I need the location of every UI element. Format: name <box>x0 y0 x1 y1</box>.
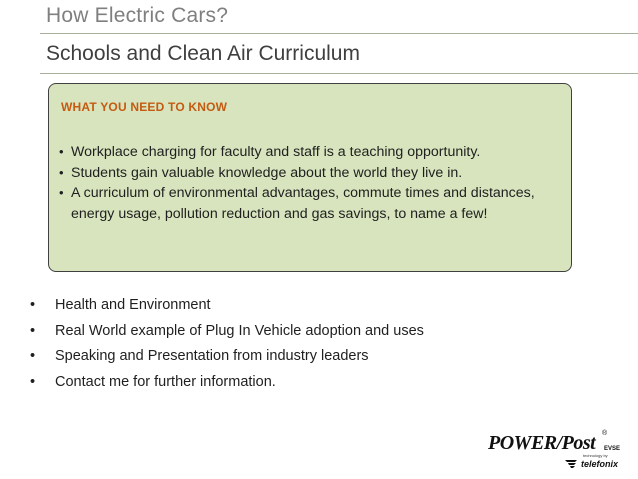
list-item <box>30 370 590 396</box>
logo-brand: telefonix <box>581 459 619 469</box>
callout-bullet-text: A curriculum of environmental advantages, commute times and distances, energy usage, pollution reduction and gas savings, to name a few! <box>71 185 535 222</box>
callout-bullet <box>59 142 559 163</box>
callout-heading: WHAT YOU NEED TO KNOW <box>61 100 228 114</box>
list-item <box>30 319 590 345</box>
subtitle-divider <box>40 73 638 74</box>
bullet-icon: • <box>30 348 36 364</box>
bullet-icon: • <box>59 185 64 200</box>
bullet-icon: • <box>59 144 64 159</box>
callout-bullet-text: Workplace charging for faculty and staff is a teaching opportunity. <box>71 144 481 160</box>
list-item <box>30 344 590 370</box>
list-item-text: Health and Environment <box>55 297 211 313</box>
bullet-icon: • <box>30 322 36 339</box>
callout-bullet-text: Students gain valuable knowledge about the world they live in. <box>71 164 463 181</box>
logo-suffix: EVSE <box>604 446 621 452</box>
callout-bullet <box>59 183 559 224</box>
powerpost-logo <box>488 432 628 474</box>
logo-wordmark: POWER/Post <box>488 432 596 454</box>
slide-subtitle: Schools and Clean Air Curriculum <box>46 42 360 65</box>
slide-title: How Electric Cars? <box>46 4 229 27</box>
telefonix-emblem-icon <box>564 459 578 469</box>
bullet-icon: • <box>30 297 36 313</box>
callout-list <box>59 142 559 224</box>
title-divider <box>40 33 638 34</box>
list-item <box>30 293 590 319</box>
list-item-text: Speaking and Presentation from industry leaders <box>55 348 369 364</box>
main-bullet-list <box>30 293 590 395</box>
bullet-icon: • <box>30 373 36 390</box>
list-item-text: Real World example of Plug In Vehicle adoption and uses <box>55 322 424 339</box>
logo-tagline: technology by <box>583 453 608 458</box>
callout-bullet <box>59 163 559 184</box>
callout-box <box>48 83 572 272</box>
registered-mark: ® <box>602 430 608 437</box>
bullet-icon: • <box>59 164 64 180</box>
list-item-text: Contact me for further information. <box>55 373 276 390</box>
